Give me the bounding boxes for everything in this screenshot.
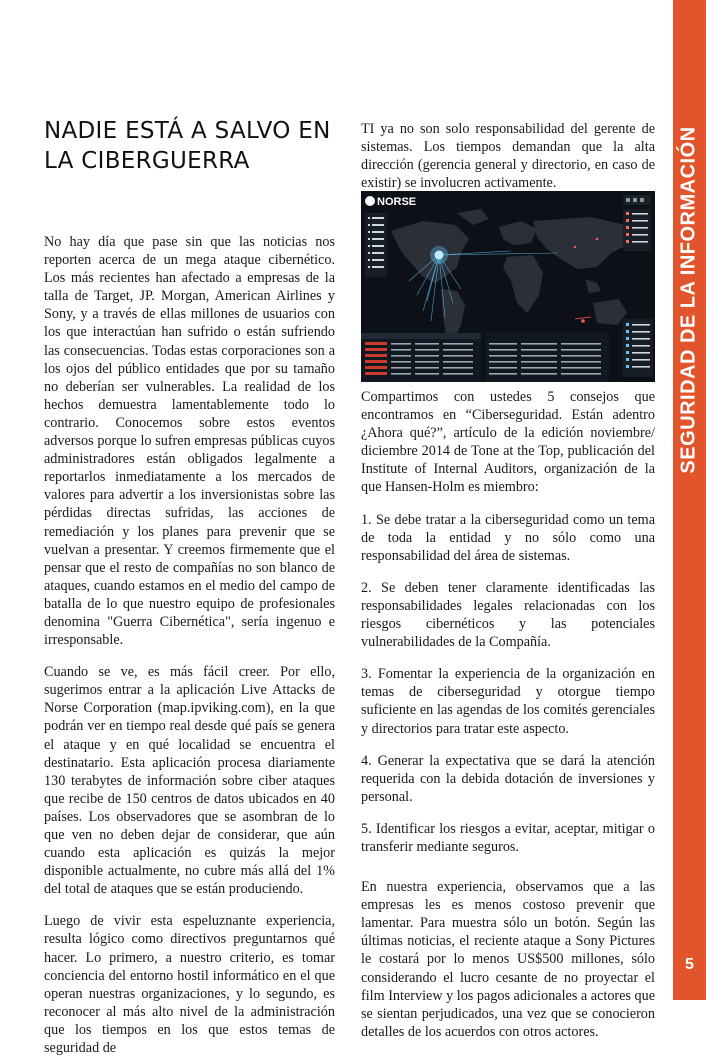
stats-panel-right [623,319,653,377]
paragraph-live-attacks: Cuando se ve, es más fácil creer. Por ello, sugerimos entrar a la aplicación Live Attacks de Norse Corporation (map.ipviking.com), en la que podrán ver en tiempo real desde qué país se genera el ataque y en qué localidad se encuentra el destinatario. Esta aplicación procesa diariamente 130 terabytes de información sobre ciber ataques que recibe de 150 centros de datos ubicados en 40 países. Los observadores que se asombran de lo que ven no deben dejar de considerar, que aún cuando esta aplicación es quizás la mejor disponible actualmente, no cubre más allá del 1% del total de ataques que se están produciendo. [44,664,335,898]
legend-panel-left [365,213,387,277]
page-number: 5 [685,956,694,973]
tip-4: 4. Generar la expectativa que se dará la atención requerida con la debida dotación de inversiones y personal. [361,752,655,805]
section-title: SEGURIDAD DE LA INFORMACIÓN [677,126,700,474]
tip-2: 2. Se deben tener claramente identificadas las responsabilidades legales relacionadas con los riesgos cibernéticos y las potenciales vulnerabilidades de la Compañía. [361,579,655,651]
paragraph-closing: En nuestra experiencia, observamos que a las empresas les es menos costoso prevenir que lamentar. Para muestra sólo un botón. Según las últimas noticias, el reciente ataque a Sony Pictures le costará por lo menos US$500 millones, sólo considerando el lucro cesante de no proyectar el film Interview y los pagos adicionales a actores que se sientan perjudicados, una vez que se conocieron detalles de los acuerdos con otros actores. [361,879,655,1040]
tip-3: 3. Fomentar la experiencia de la organización en temas de ciberseguridad y otorgue tiempo suficiente en las agendas de los comités gerenciales y directorios para tratar este aspecto. [361,666,655,737]
paragraph-continuation: TI ya no son solo responsabilidad del gerente de sistemas. Los tiempos demandan que la alta dirección (gerencia general y directorio, en caso de existir) se involucren activamente. [361,121,655,192]
paragraph-what-to-do: Luego de vivir esta espeluznante experiencia, resulta lógico como directivos preguntarnos qué hacer. Lo primero, a nuestro criterio, es tomar conciencia del entorno hostil informático en el que operan nuestras organizaciones, y lo segundo, es reconocer al más alto nivel de la administración que los tiempos en los que estos temas de seguridad de [44,913,335,1057]
tip-1: 1. Se debe tratar a la ciberseguridad como un tema de toda la entidad y no sólo como una responsabilidad del área de sistemas. [361,511,655,564]
paragraph-intro: No hay día que pase sin que las noticias nos reporten acerca de un mega ataque cibernético. Los más recientes han afectado a empresas de la talla de Target, JP. Morgan, American Airlines y Sony, y a través de ellas millones de usuarios con los que interactúan han sufrido o están sufriendo las consecuencias. Todas estas corporaciones son a los ojos del público entidades que por su tamaño no deberían ser vulnerables. La realidad de los hechos demuestra lamentablemente todo lo contrario. Conocemos sobre estos eventos adversos porque lo sufren empresas públicas cuyos administradores están obligados legalmente a reportarlos inmediatamente a los mercados de valores para advertir a los inversionistas sobre las pérdidas directas sufridas, las acciones de remediación y los planes para prevenir que se vuelvan a presentar. Y creemos firmemente que el pensar que el resto de compañías no son blanco de ataques, cuando estamos en el medio del campo de batalla de lo que nuestro equipo de profesionales denomina "Guerra Cibernética", sería ingenuo e irresponsable. [44,234,335,649]
world-attack-map [361,191,655,382]
article-title: NADIE ESTÁ A SALVO EN LA CIBERGUERRA [44,118,331,174]
norse-logo-text: NORSE [377,196,417,208]
right-column-top [361,120,655,192]
right-column-bottom [361,388,655,1041]
paragraph-tips-intro: Compartimos con ustedes 5 consejos que encontramos en “Ciberseguridad. Están adentro ¿Ahora qué?”, artículo de la edición noviembre/ diciembre 2014 de Tone at the Top, publicación del Institute of Internal Auditors, organización de la que Hansen-Holm es miembro: [361,389,655,496]
tip-5: 5. Identificar los riesgos a evitar, aceptar, mitigar o transferir mediante seguros. [361,820,655,855]
attack-target-hotspot [435,251,444,260]
left-column [44,233,335,1057]
attack-map-image [361,191,655,382]
map-controls [623,195,651,251]
attack-log-table [361,333,609,382]
